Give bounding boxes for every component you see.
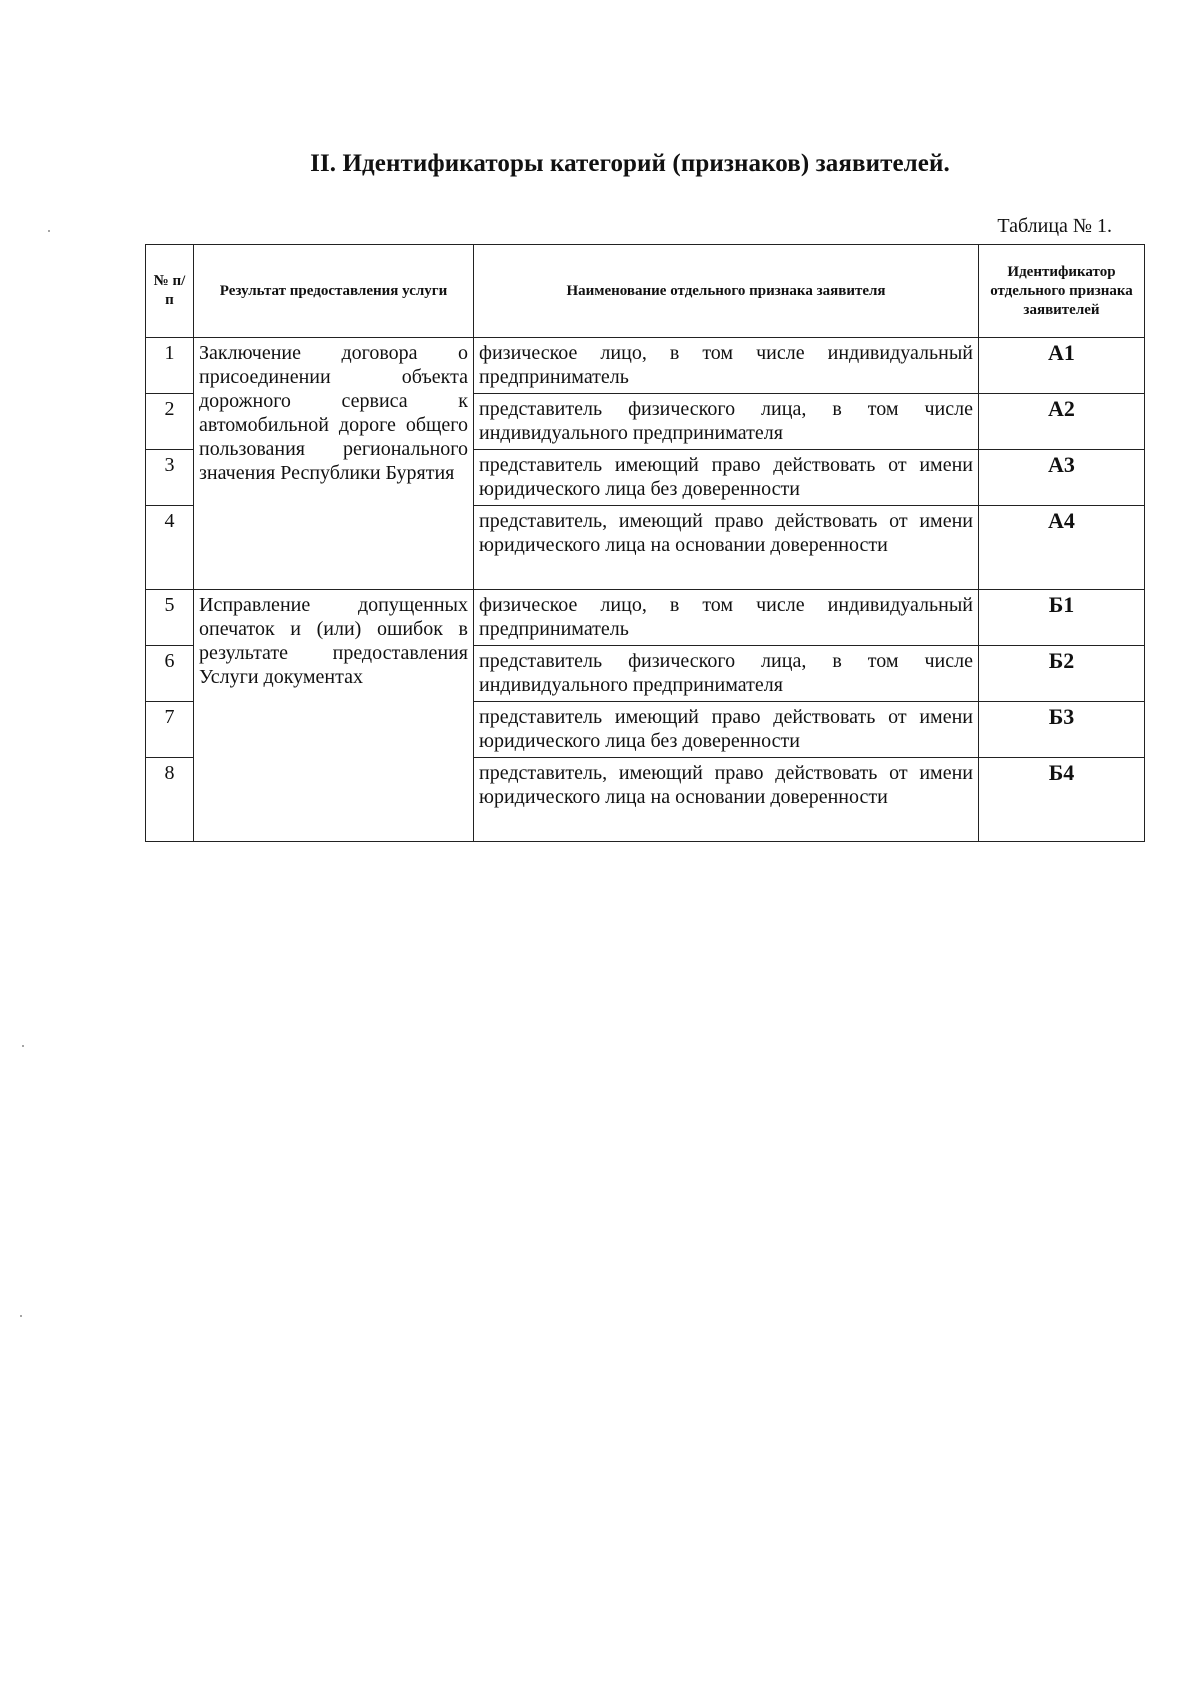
table-caption: Таблица № 1. [997,215,1112,237]
row-number: 1 [146,338,194,394]
applicant-attribute-name: физическое лицо, в том числе индивидуальный предприниматель [474,590,979,646]
applicant-identifier: Б4 [979,758,1145,842]
applicant-identifier: А3 [979,450,1145,506]
applicant-identifier: Б2 [979,646,1145,702]
header-result: Результат предоставления услуги [194,245,474,338]
table-row [146,338,1145,394]
applicant-attribute-name: представитель имеющий право действовать от имени юридического лица без доверенности [474,450,979,506]
applicant-attribute-name: физическое лицо, в том числе индивидуальный предприниматель [474,338,979,394]
applicant-attribute-name: представитель физического лица, в том числе индивидуального предпринимателя [474,646,979,702]
header-name: Наименование отдельного признака заявителя [474,245,979,338]
row-number: 8 [146,758,194,842]
header-identifier: Идентификатор отдельного признака заявителей [979,245,1145,338]
row-number: 6 [146,646,194,702]
applicant-identifier: А4 [979,506,1145,590]
scan-speck [48,230,50,232]
row-number: 4 [146,506,194,590]
applicant-attribute-name: представитель физического лица, в том числе индивидуального предпринимателя [474,394,979,450]
header-num: № п/п [146,245,194,338]
row-number: 5 [146,590,194,646]
row-number: 3 [146,450,194,506]
page-title: II. Идентификаторы категорий (признаков) заявителей. [310,150,950,177]
row-number: 7 [146,702,194,758]
scan-speck [20,1315,22,1317]
applicant-attribute-name: представитель имеющий право действовать от имени юридического лица без доверенности [474,702,979,758]
applicant-identifier: Б1 [979,590,1145,646]
service-result: Исправление допущенных опечаток и (или) ошибок в результате предоставления Услуги документах [194,590,474,842]
table-row [146,590,1145,646]
applicant-attribute-name: представитель, имеющий право действовать от имени юридического лица на основании доверенности [474,758,979,842]
applicant-attribute-name: представитель, имеющий право действовать от имени юридического лица на основании доверенности [474,506,979,590]
applicant-identifier: А2 [979,394,1145,450]
scan-speck [22,1045,24,1047]
identifiers-table [145,244,1145,842]
applicant-identifier: Б3 [979,702,1145,758]
service-result: Заключение договора о присоединении объекта дорожного сервиса к автомобильной дороге общего пользования регионального значения Республики Бурятия [194,338,474,590]
table-body [146,338,1145,842]
row-number: 2 [146,394,194,450]
table-header [146,245,1145,338]
applicant-identifier: А1 [979,338,1145,394]
header-row [146,245,1145,338]
